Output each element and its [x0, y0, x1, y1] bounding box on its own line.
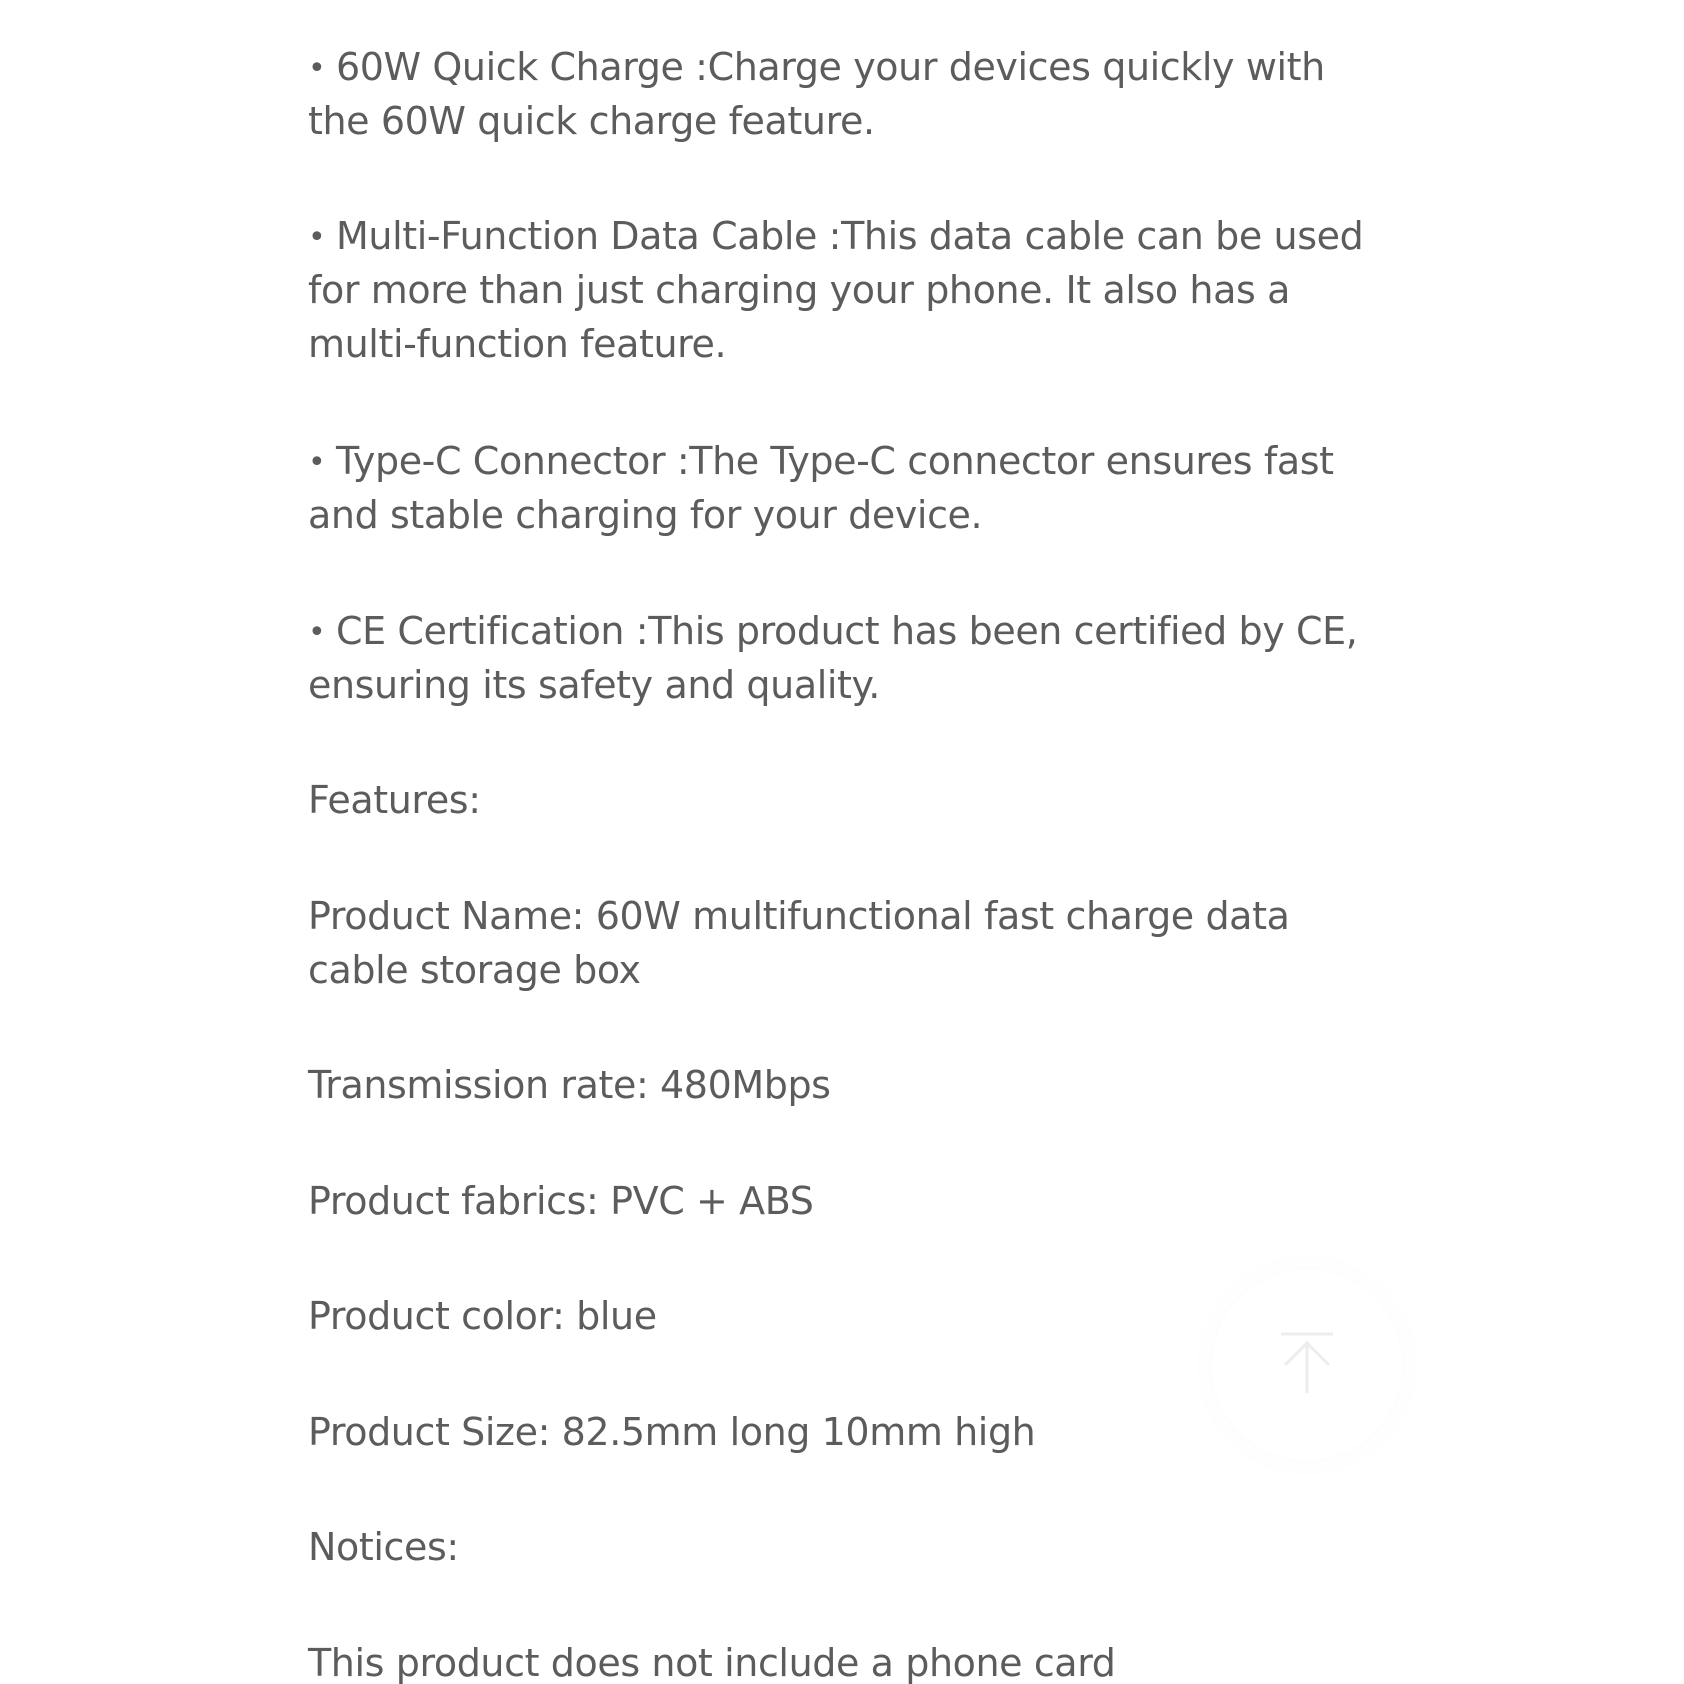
- spec-product-name-line-1: Product Name: 60W multifunctional fast charge data: [308, 894, 1290, 938]
- spec-size: Product Size: 82.5mm long 10mm high: [308, 1410, 1036, 1454]
- spec-transmission-rate: Transmission rate: 480Mbps: [308, 1063, 831, 1107]
- scroll-to-top-button[interactable]: [1212, 1270, 1402, 1460]
- bullet-type-c-line-2: and stable charging for your device.: [308, 493, 983, 537]
- spec-fabrics: Product fabrics: PVC + ABS: [308, 1179, 814, 1223]
- bullet-type-c-line-1: • Type-C Connector :The Type-C connector ensures fast: [308, 434, 1408, 490]
- bullet-dot: •: [308, 615, 326, 650]
- features-heading: Features:: [308, 778, 481, 822]
- bullet-data-cable-line-1: • Multi-Function Data Cable :This data cable can be used: [308, 209, 1408, 265]
- bullet-quick-charge-line-1: • 60W Quick Charge :Charge your devices quickly with: [308, 40, 1408, 96]
- notices-heading: Notices:: [308, 1525, 459, 1569]
- bullet-dot: •: [308, 445, 326, 480]
- bullet-dot: •: [308, 220, 326, 255]
- arrow-up-to-top-icon: [1277, 1331, 1337, 1399]
- bullet-data-cable-line-3: multi-function feature.: [308, 322, 727, 366]
- spec-color: Product color: blue: [308, 1294, 657, 1338]
- bullet-data-cable-line-2: for more than just charging your phone. It also has a: [308, 268, 1290, 312]
- bullet-ce-line-1: • CE Certification :This product has been certified by CE,: [308, 604, 1408, 660]
- bullet-dot: •: [308, 51, 326, 86]
- spec-product-name-line-2: cable storage box: [308, 948, 641, 992]
- bullet-ce-line-2: ensuring its safety and quality.: [308, 663, 880, 707]
- notice-line: This product does not include a phone card: [308, 1641, 1116, 1684]
- bullet-quick-charge-line-2: the 60W quick charge feature.: [308, 99, 875, 143]
